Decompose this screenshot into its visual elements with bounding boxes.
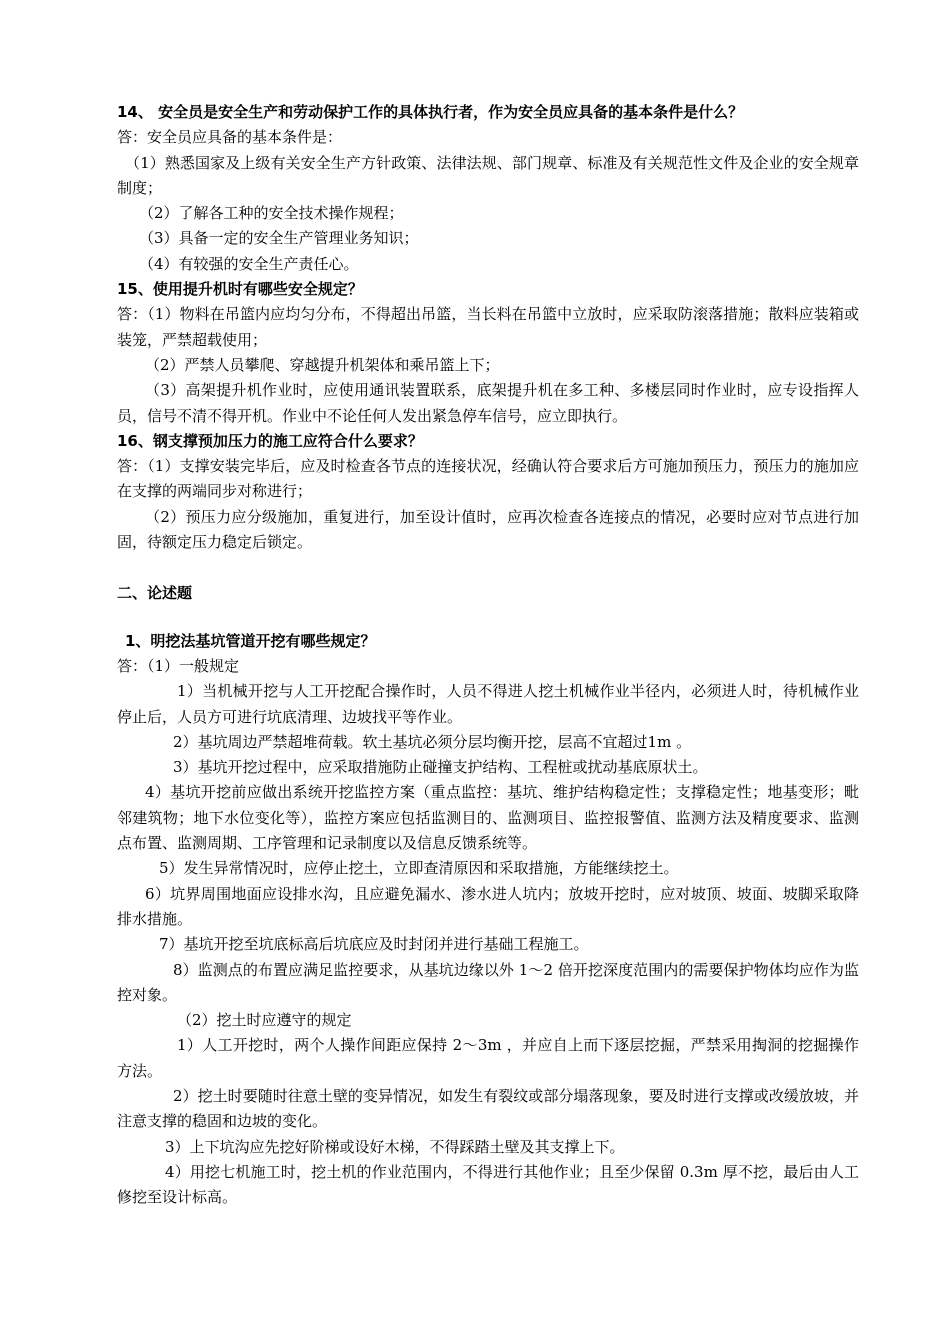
general-rule-item: 5）发生异常情况时，应停止挖土，立即查清原因和采取措施，方能继续挖土。 xyxy=(159,859,679,878)
question-15-title: 15、使用提升机时有哪些安全规定？ xyxy=(117,280,363,299)
general-rule-item: 7）基坑开挖至坑底标高后坑底应及时封闭并进行基础工程施工。 xyxy=(159,935,589,954)
question-15-item: （2）严禁人员攀爬、穿越提升机架体和乘吊篮上下； xyxy=(145,355,500,374)
general-rule-item: 3）基坑开挖过程中，应采取措施防止碰撞支护结构、工程桩或扰动基底原状土。 xyxy=(173,758,708,777)
excavation-rule-item: 3）上下坑沟应先挖好阶梯或设好木梯，不得踩踏土壁及其支撑上下。 xyxy=(165,1137,625,1156)
question-16-item: （2）预压力应分级施加，重复进行，加至设计值时，应再次检查各连接点的情况，必要时应对节点进行加固，待额定压力稳定后锁定。 xyxy=(117,507,859,552)
excavation-rules-title: （2）挖土时应遵守的规定 xyxy=(177,1011,352,1030)
question-16-item: 答：（1）支撑安装完毕后，应及时检查各节点的连接状况，经确认符合要求后方可施加预压力，预压力的施加应在支撑的两端同步对称进行； xyxy=(117,457,859,501)
question-14-item: （1）熟悉国家及上级有关安全生产方针政策、法律法规、部门规章、标准及有关规范性文件及企业的安全规章制度； xyxy=(117,153,859,197)
question-15-item: （3）高架提升机作业时，应使用通讯装置联系，底架提升机在多工种、多楼层同时作业时，应专设指挥人员，信号不清不得开机。作业中不论任何人发出紧急停车信号，应立即执行。 xyxy=(117,381,859,425)
general-rule-item: 6）坑界周围地面应设排水沟，且应避免漏水、渗水进人坑内；放坡开挖时，应对坡顶、坡面、坡脚采取降排水措施。 xyxy=(117,884,859,928)
excavation-rule-item: 1）人工开挖时，两个人操作间距应保持 2～3m ，并应自上而下逐层挖掘，严禁采用掏洞的挖掘操作方法。 xyxy=(117,1036,859,1080)
question-15-item: 答：（1）物料在吊篮内应均匀分布，不得超出吊篮，当长料在吊篮中立放时，应采取防滚落措施；散料应装箱或装笼，严禁超载使用； xyxy=(117,305,859,349)
excavation-rule-item: 2）挖土时要随时往意土壁的变异情况，如发生有裂纹或部分塌落现象，要及时进行支撑或改缓放坡，并注意支撑的稳固和边坡的变化。 xyxy=(117,1086,859,1131)
general-rule-item: 2）基坑周边严禁超堆荷载。软土基坑必须分层均衡开挖，层高不宜超过1m 。 xyxy=(173,732,692,751)
question-14-answer-intro: 答：安全员应具备的基本条件是： xyxy=(117,128,343,147)
excavation-rule-item: 4）用挖七机施工时，挖土机的作业范围内，不得进行其他作业；且至少保留 0.3m 厚不挖，最后由人工修挖至设计标高。 xyxy=(117,1162,859,1207)
section-2-answer-intro: 答：（1）一般规定 xyxy=(117,656,240,675)
document-page xyxy=(117,100,859,1210)
question-14-title: 14、 安全员是安全生产和劳动保护工作的具体执行者，作为安全员应具备的基本条件是什么？ xyxy=(117,103,744,121)
spacer xyxy=(117,607,859,629)
general-rule-item: 8）监测点的布置应满足监控要求，从基坑边缘以外 1～2 倍开挖深度范围内的需要保护物体均应作为监控对象。 xyxy=(117,960,859,1004)
general-rule-item: 4）基坑开挖前应做出系统开挖监控方案（重点监控：基坑、维护结构稳定性；支撑稳定性；地基变形；毗邻建筑物；地下水位变化等），监控方案应包括监测目的、监测项目、监控报警值、监测方法及精度要求、监测点布置、监测周期、工序管理和记录制度以及信息反馈系统等。 xyxy=(117,783,859,853)
spacer xyxy=(117,555,859,581)
question-16-title: 16、钢支撑预加压力的施工应符合什么要求？ xyxy=(117,431,423,450)
general-rule-item: 1）当机械开挖与人工开挖配合操作时，人员不得进人挖土机械作业半径内，必须进人时，待机械作业停止后，人员方可进行坑底清理、边坡找平等作业。 xyxy=(117,682,859,726)
question-14-item: （4）有较强的安全生产责任心。 xyxy=(139,254,359,273)
section-2-title: 二、论述题 xyxy=(117,584,193,603)
question-14-item: （2）了解各工种的安全技术操作规程； xyxy=(139,204,404,223)
section-2-question-1-title: 1、明挖法基坑管道开挖有哪些规定？ xyxy=(125,631,376,650)
question-14-item: （3）具备一定的安全生产管理业务知识； xyxy=(139,229,419,248)
